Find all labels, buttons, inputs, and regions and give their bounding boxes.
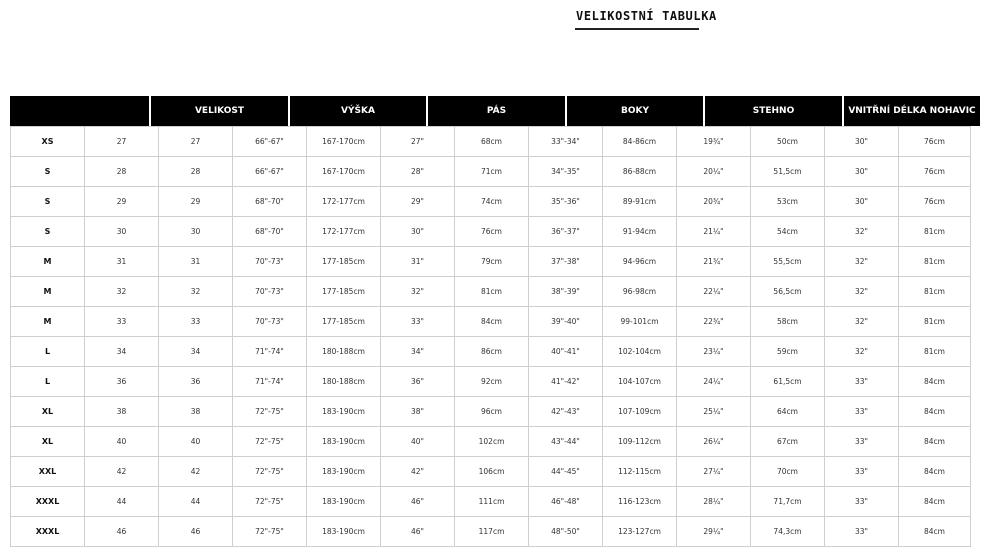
table-cell: 34 xyxy=(159,337,233,367)
table-cell: 29¼" xyxy=(677,517,751,547)
table-cell: 33" xyxy=(825,487,899,517)
size-label-cell: XXXL xyxy=(11,487,85,517)
table-cell: 36 xyxy=(159,367,233,397)
table-cell: 74cm xyxy=(455,187,529,217)
table-cell: 46 xyxy=(159,517,233,547)
size-label-cell: M xyxy=(11,307,85,337)
table-cell: 40 xyxy=(159,427,233,457)
table-cell: 76cm xyxy=(899,157,971,187)
table-cell: 32" xyxy=(381,277,455,307)
table-cell: 183-190cm xyxy=(307,397,381,427)
table-cell: 74,3cm xyxy=(751,517,825,547)
table-cell: 81cm xyxy=(899,307,971,337)
table-row xyxy=(11,457,971,487)
table-cell: 29" xyxy=(381,187,455,217)
table-cell: 38 xyxy=(159,397,233,427)
table-cell: 51,5cm xyxy=(751,157,825,187)
size-label-cell: S xyxy=(11,157,85,187)
table-cell: 40"-41" xyxy=(529,337,603,367)
table-cell: 71"-74" xyxy=(233,367,307,397)
table-cell: 42 xyxy=(85,457,159,487)
table-cell: 86cm xyxy=(455,337,529,367)
table-cell: 70"-73" xyxy=(233,307,307,337)
title-underline xyxy=(575,28,699,30)
table-row xyxy=(11,487,971,517)
table-row xyxy=(11,157,971,187)
table-cell: 79cm xyxy=(455,247,529,277)
table-cell: 180-188cm xyxy=(307,337,381,367)
table-cell: 35"-36" xyxy=(529,187,603,217)
table-cell: 27¼" xyxy=(677,457,751,487)
table-cell: 177-185cm xyxy=(307,307,381,337)
table-cell: 39"-40" xyxy=(529,307,603,337)
table-cell: 33 xyxy=(159,307,233,337)
table-cell: 70cm xyxy=(751,457,825,487)
table-cell: 99-101cm xyxy=(603,307,677,337)
header-cell: VELIKOST xyxy=(149,96,288,126)
table-cell: 32" xyxy=(825,277,899,307)
table-cell: 28¼" xyxy=(677,487,751,517)
table-cell: 91-94cm xyxy=(603,217,677,247)
table-cell: 33" xyxy=(825,427,899,457)
size-label-cell: L xyxy=(11,337,85,367)
table-cell: 38"-39" xyxy=(529,277,603,307)
table-cell: 172-177cm xyxy=(307,187,381,217)
table-cell: 81cm xyxy=(899,277,971,307)
table-cell: 42 xyxy=(159,457,233,487)
table-cell: 116-123cm xyxy=(603,487,677,517)
table-cell: 30 xyxy=(159,217,233,247)
table-cell: 33" xyxy=(825,367,899,397)
table-cell: 30" xyxy=(381,217,455,247)
table-cell: 36" xyxy=(381,367,455,397)
table-cell: 19¾" xyxy=(677,127,751,157)
table-cell: 22¾" xyxy=(677,307,751,337)
table-row xyxy=(11,397,971,427)
table-cell: 72"-75" xyxy=(233,487,307,517)
table-row xyxy=(11,187,971,217)
size-label-cell: L xyxy=(11,367,85,397)
size-label-cell: XL xyxy=(11,397,85,427)
table-cell: 81cm xyxy=(899,247,971,277)
table-header xyxy=(10,96,980,126)
table-cell: 183-190cm xyxy=(307,487,381,517)
table-cell: 46" xyxy=(381,517,455,547)
table-cell: 27 xyxy=(85,127,159,157)
table-cell: 96-98cm xyxy=(603,277,677,307)
table-cell: 33 xyxy=(85,307,159,337)
table-cell: 48"-50" xyxy=(529,517,603,547)
table-cell: 29 xyxy=(159,187,233,217)
table-cell: 109-112cm xyxy=(603,427,677,457)
table-cell: 21¼" xyxy=(677,217,751,247)
size-label-cell: XS xyxy=(11,127,85,157)
table-cell: 107-109cm xyxy=(603,397,677,427)
table-cell: 71cm xyxy=(455,157,529,187)
table-cell: 70"-73" xyxy=(233,277,307,307)
table-cell: 72"-75" xyxy=(233,517,307,547)
table-cell: 42"-43" xyxy=(529,397,603,427)
table-cell: 104-107cm xyxy=(603,367,677,397)
table-cell: 54cm xyxy=(751,217,825,247)
table-cell: 81cm xyxy=(899,217,971,247)
table-cell: 26¼" xyxy=(677,427,751,457)
table-cell: 20¾" xyxy=(677,187,751,217)
table-cell: 50cm xyxy=(751,127,825,157)
table-cell: 183-190cm xyxy=(307,457,381,487)
table-cell: 92cm xyxy=(455,367,529,397)
table-cell: 27 xyxy=(159,127,233,157)
table-cell: 40" xyxy=(381,427,455,457)
table-cell: 66"-67" xyxy=(233,127,307,157)
table-cell: 33" xyxy=(825,457,899,487)
table-cell: 32" xyxy=(825,337,899,367)
table-cell: 31" xyxy=(381,247,455,277)
table-cell: 61,5cm xyxy=(751,367,825,397)
table-cell: 34" xyxy=(381,337,455,367)
table-cell: 53cm xyxy=(751,187,825,217)
header-cell: STEHNO xyxy=(703,96,842,126)
table-cell: 66"-67" xyxy=(233,157,307,187)
table-cell: 27" xyxy=(381,127,455,157)
table-row xyxy=(11,217,971,247)
table-cell: 38" xyxy=(381,397,455,427)
table-cell: 29 xyxy=(85,187,159,217)
table-cell: 68"-70" xyxy=(233,187,307,217)
table-cell: 28" xyxy=(381,157,455,187)
table-cell: 72"-75" xyxy=(233,457,307,487)
table-cell: 76cm xyxy=(899,127,971,157)
table-cell: 67cm xyxy=(751,427,825,457)
table-cell: 84cm xyxy=(899,397,971,427)
table-cell: 72"-75" xyxy=(233,397,307,427)
table-cell: 84cm xyxy=(899,517,971,547)
table-cell: 180-188cm xyxy=(307,367,381,397)
table-cell: 81cm xyxy=(455,277,529,307)
table-cell: 84-86cm xyxy=(603,127,677,157)
size-table xyxy=(10,126,971,547)
table-cell: 38 xyxy=(85,397,159,427)
table-cell: 68cm xyxy=(455,127,529,157)
header-cell: PÁS xyxy=(426,96,565,126)
table-cell: 111cm xyxy=(455,487,529,517)
table-cell: 32" xyxy=(825,247,899,277)
table-cell: 89-91cm xyxy=(603,187,677,217)
table-cell: 25¼" xyxy=(677,397,751,427)
table-cell: 81cm xyxy=(899,337,971,367)
table-cell: 46 xyxy=(85,517,159,547)
table-cell: 41"-42" xyxy=(529,367,603,397)
table-cell: 94-96cm xyxy=(603,247,677,277)
table-row xyxy=(11,367,971,397)
table-cell: 55,5cm xyxy=(751,247,825,277)
table-cell: 36 xyxy=(85,367,159,397)
table-cell: 177-185cm xyxy=(307,247,381,277)
table-cell: 96cm xyxy=(455,397,529,427)
table-cell: 123-127cm xyxy=(603,517,677,547)
table-cell: 30 xyxy=(85,217,159,247)
table-row xyxy=(11,427,971,457)
table-cell: 172-177cm xyxy=(307,217,381,247)
header-cell xyxy=(10,96,149,126)
table-cell: 177-185cm xyxy=(307,277,381,307)
table-cell: 20¼" xyxy=(677,157,751,187)
size-label-cell: S xyxy=(11,187,85,217)
table-cell: 44 xyxy=(85,487,159,517)
table-cell: 84cm xyxy=(899,367,971,397)
table-cell: 33" xyxy=(825,397,899,427)
table-cell: 117cm xyxy=(455,517,529,547)
table-cell: 76cm xyxy=(455,217,529,247)
size-label-cell: XL xyxy=(11,427,85,457)
table-cell: 72"-75" xyxy=(233,427,307,457)
table-row xyxy=(11,337,971,367)
table-cell: 40 xyxy=(85,427,159,457)
table-cell: 33" xyxy=(381,307,455,337)
table-cell: 33" xyxy=(825,517,899,547)
table-cell: 59cm xyxy=(751,337,825,367)
table-cell: 112-115cm xyxy=(603,457,677,487)
header-cell: BOKY xyxy=(565,96,703,126)
table-cell: 183-190cm xyxy=(307,517,381,547)
table-cell: 64cm xyxy=(751,397,825,427)
table-cell: 56,5cm xyxy=(751,277,825,307)
table-cell: 34 xyxy=(85,337,159,367)
size-label-cell: M xyxy=(11,247,85,277)
table-cell: 68"-70" xyxy=(233,217,307,247)
table-cell: 84cm xyxy=(899,457,971,487)
table-cell: 71,7cm xyxy=(751,487,825,517)
table-cell: 70"-73" xyxy=(233,247,307,277)
table-cell: 84cm xyxy=(899,487,971,517)
table-cell: 37"-38" xyxy=(529,247,603,277)
page-title: VELIKOSTNÍ TABULKA xyxy=(576,9,717,23)
table-cell: 33"-34" xyxy=(529,127,603,157)
table-cell: 24¼" xyxy=(677,367,751,397)
header-cell: VNITŘNÍ DÉLKA NOHAVIC xyxy=(842,96,980,126)
size-label-cell: XXXL xyxy=(11,517,85,547)
table-row xyxy=(11,247,971,277)
table-cell: 86-88cm xyxy=(603,157,677,187)
size-label-cell: S xyxy=(11,217,85,247)
table-cell: 43"-44" xyxy=(529,427,603,457)
table-cell: 42" xyxy=(381,457,455,487)
size-label-cell: XXL xyxy=(11,457,85,487)
table-cell: 106cm xyxy=(455,457,529,487)
table-cell: 32" xyxy=(825,307,899,337)
table-cell: 28 xyxy=(159,157,233,187)
table-cell: 22¼" xyxy=(677,277,751,307)
table-cell: 44 xyxy=(159,487,233,517)
table-cell: 84cm xyxy=(899,427,971,457)
table-cell: 76cm xyxy=(899,187,971,217)
table-cell: 46" xyxy=(381,487,455,517)
table-cell: 32 xyxy=(85,277,159,307)
table-cell: 167-170cm xyxy=(307,157,381,187)
table-row xyxy=(11,127,971,157)
table-cell: 44"-45" xyxy=(529,457,603,487)
table-cell: 32 xyxy=(159,277,233,307)
table-row xyxy=(11,307,971,337)
table-cell: 183-190cm xyxy=(307,427,381,457)
table-cell: 32" xyxy=(825,217,899,247)
table-cell: 71"-74" xyxy=(233,337,307,367)
table-cell: 102cm xyxy=(455,427,529,457)
table-cell: 30" xyxy=(825,127,899,157)
size-label-cell: M xyxy=(11,277,85,307)
table-row xyxy=(11,517,971,547)
table-cell: 36"-37" xyxy=(529,217,603,247)
table-cell: 21¾" xyxy=(677,247,751,277)
table-cell: 84cm xyxy=(455,307,529,337)
table-cell: 34"-35" xyxy=(529,157,603,187)
table-cell: 30" xyxy=(825,157,899,187)
table-cell: 30" xyxy=(825,187,899,217)
table-cell: 23¼" xyxy=(677,337,751,367)
table-cell: 167-170cm xyxy=(307,127,381,157)
table-cell: 28 xyxy=(85,157,159,187)
table-cell: 102-104cm xyxy=(603,337,677,367)
table-cell: 58cm xyxy=(751,307,825,337)
table-cell: 31 xyxy=(85,247,159,277)
table-cell: 31 xyxy=(159,247,233,277)
table-row xyxy=(11,277,971,307)
header-cell: VÝŠKA xyxy=(288,96,426,126)
table-cell: 46"-48" xyxy=(529,487,603,517)
